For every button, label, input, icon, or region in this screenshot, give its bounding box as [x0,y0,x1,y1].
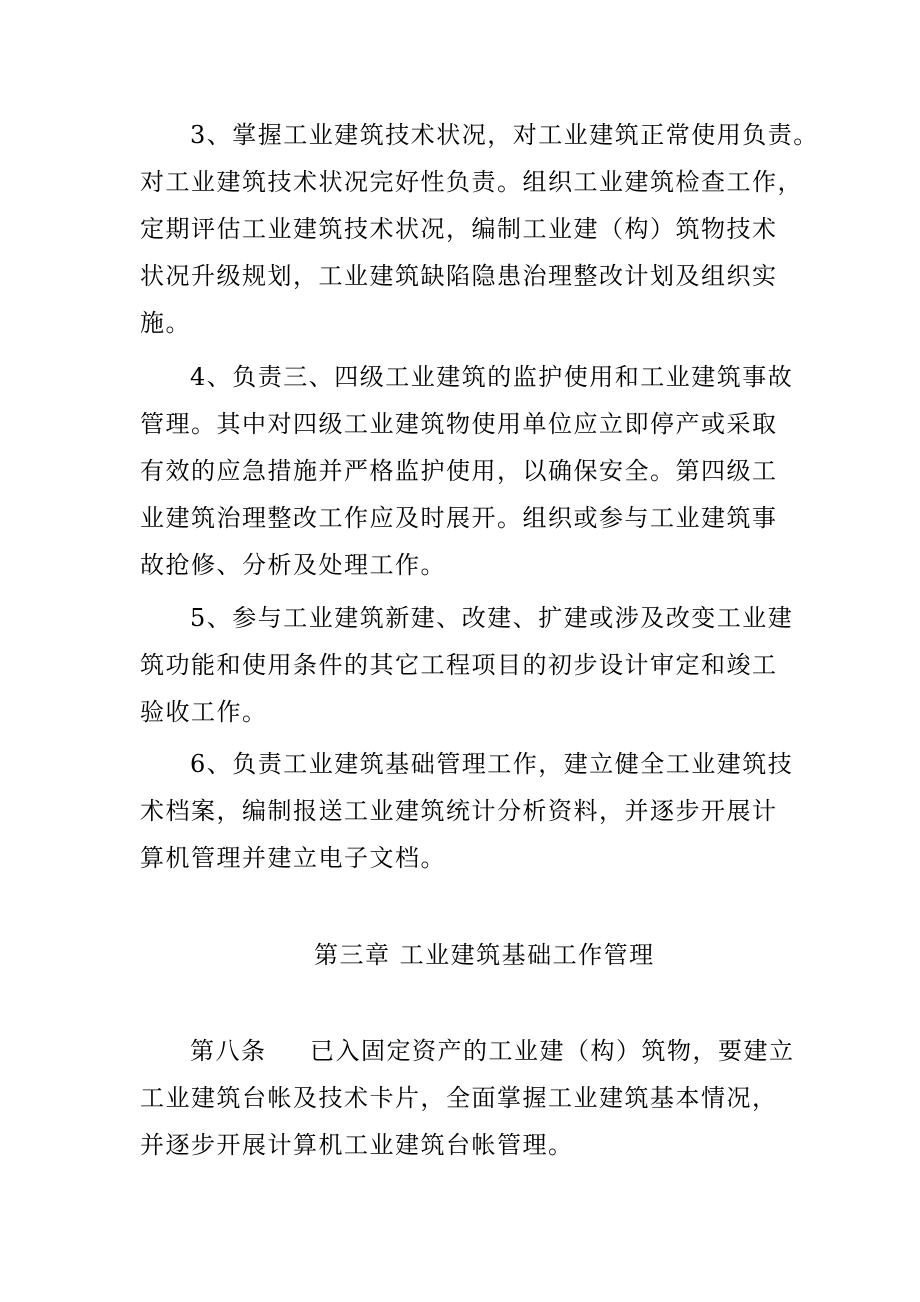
paragraph-5-line-1: 5、参与工业建筑新建、改建、扩建或涉及改变工业建 [190,604,794,632]
paragraph-3-line-4: 状况升级规划，工业建筑缺陷隐患治理整改计划及组织实 [140,262,778,290]
paragraph-4-line-2: 管理。其中对四级工业建筑物使用单位应立即停产或采取 [140,410,778,438]
article-8-line-1 [190,1036,795,1066]
paragraph-6-line-2: 术档案，编制报送工业建筑统计分析资料，并逐步开展计 [140,797,778,825]
article-label: 第八条 [190,1037,267,1065]
article-8-text-1: 已入固定资产的工业建（构）筑物，要建立 [310,1037,795,1065]
paragraph-6-line-3: 算机管理并建立电子文档。 [140,844,446,872]
chapter-heading: 第三章 工业建筑基础工作管理 [314,941,655,969]
paragraph-4-line-4: 业建筑治理整改工作应及时展开。组织或参与工业建筑事 [140,504,778,532]
article-8-line-3: 并逐步开展计算机工业建筑台帐管理。 [140,1131,574,1159]
paragraph-6-line-1: 6、负责工业建筑基础管理工作，建立健全工业建筑技 [190,750,794,778]
paragraph-3-line-5: 施。 [140,309,191,337]
paragraph-4-line-5: 故抢修、分析及处理工作。 [140,551,446,579]
paragraph-5-line-3: 验收工作。 [140,698,268,726]
paragraph-4-line-3: 有效的应急措施并严格监护使用，以确保安全。第四级工 [140,457,778,485]
paragraph-5-line-2: 筑功能和使用条件的其它工程项目的初步设计审定和竣工 [140,651,778,679]
article-8-line-2: 工业建筑台帐及技术卡片，全面掌握工业建筑基本情况， [140,1084,778,1112]
paragraph-3-line-3: 定期评估工业建筑技术状况，编制工业建（构）筑物技术 [140,215,778,243]
paragraph-3-line-1: 3、掌握工业建筑技术状况，对工业建筑正常使用负责。 [190,121,819,149]
paragraph-3-line-2: 对工业建筑技术状况完好性负责。组织工业建筑检查工作， [140,168,803,196]
paragraph-4-line-1: 4、负责三、四级工业建筑的监护使用和工业建筑事故 [190,363,794,391]
